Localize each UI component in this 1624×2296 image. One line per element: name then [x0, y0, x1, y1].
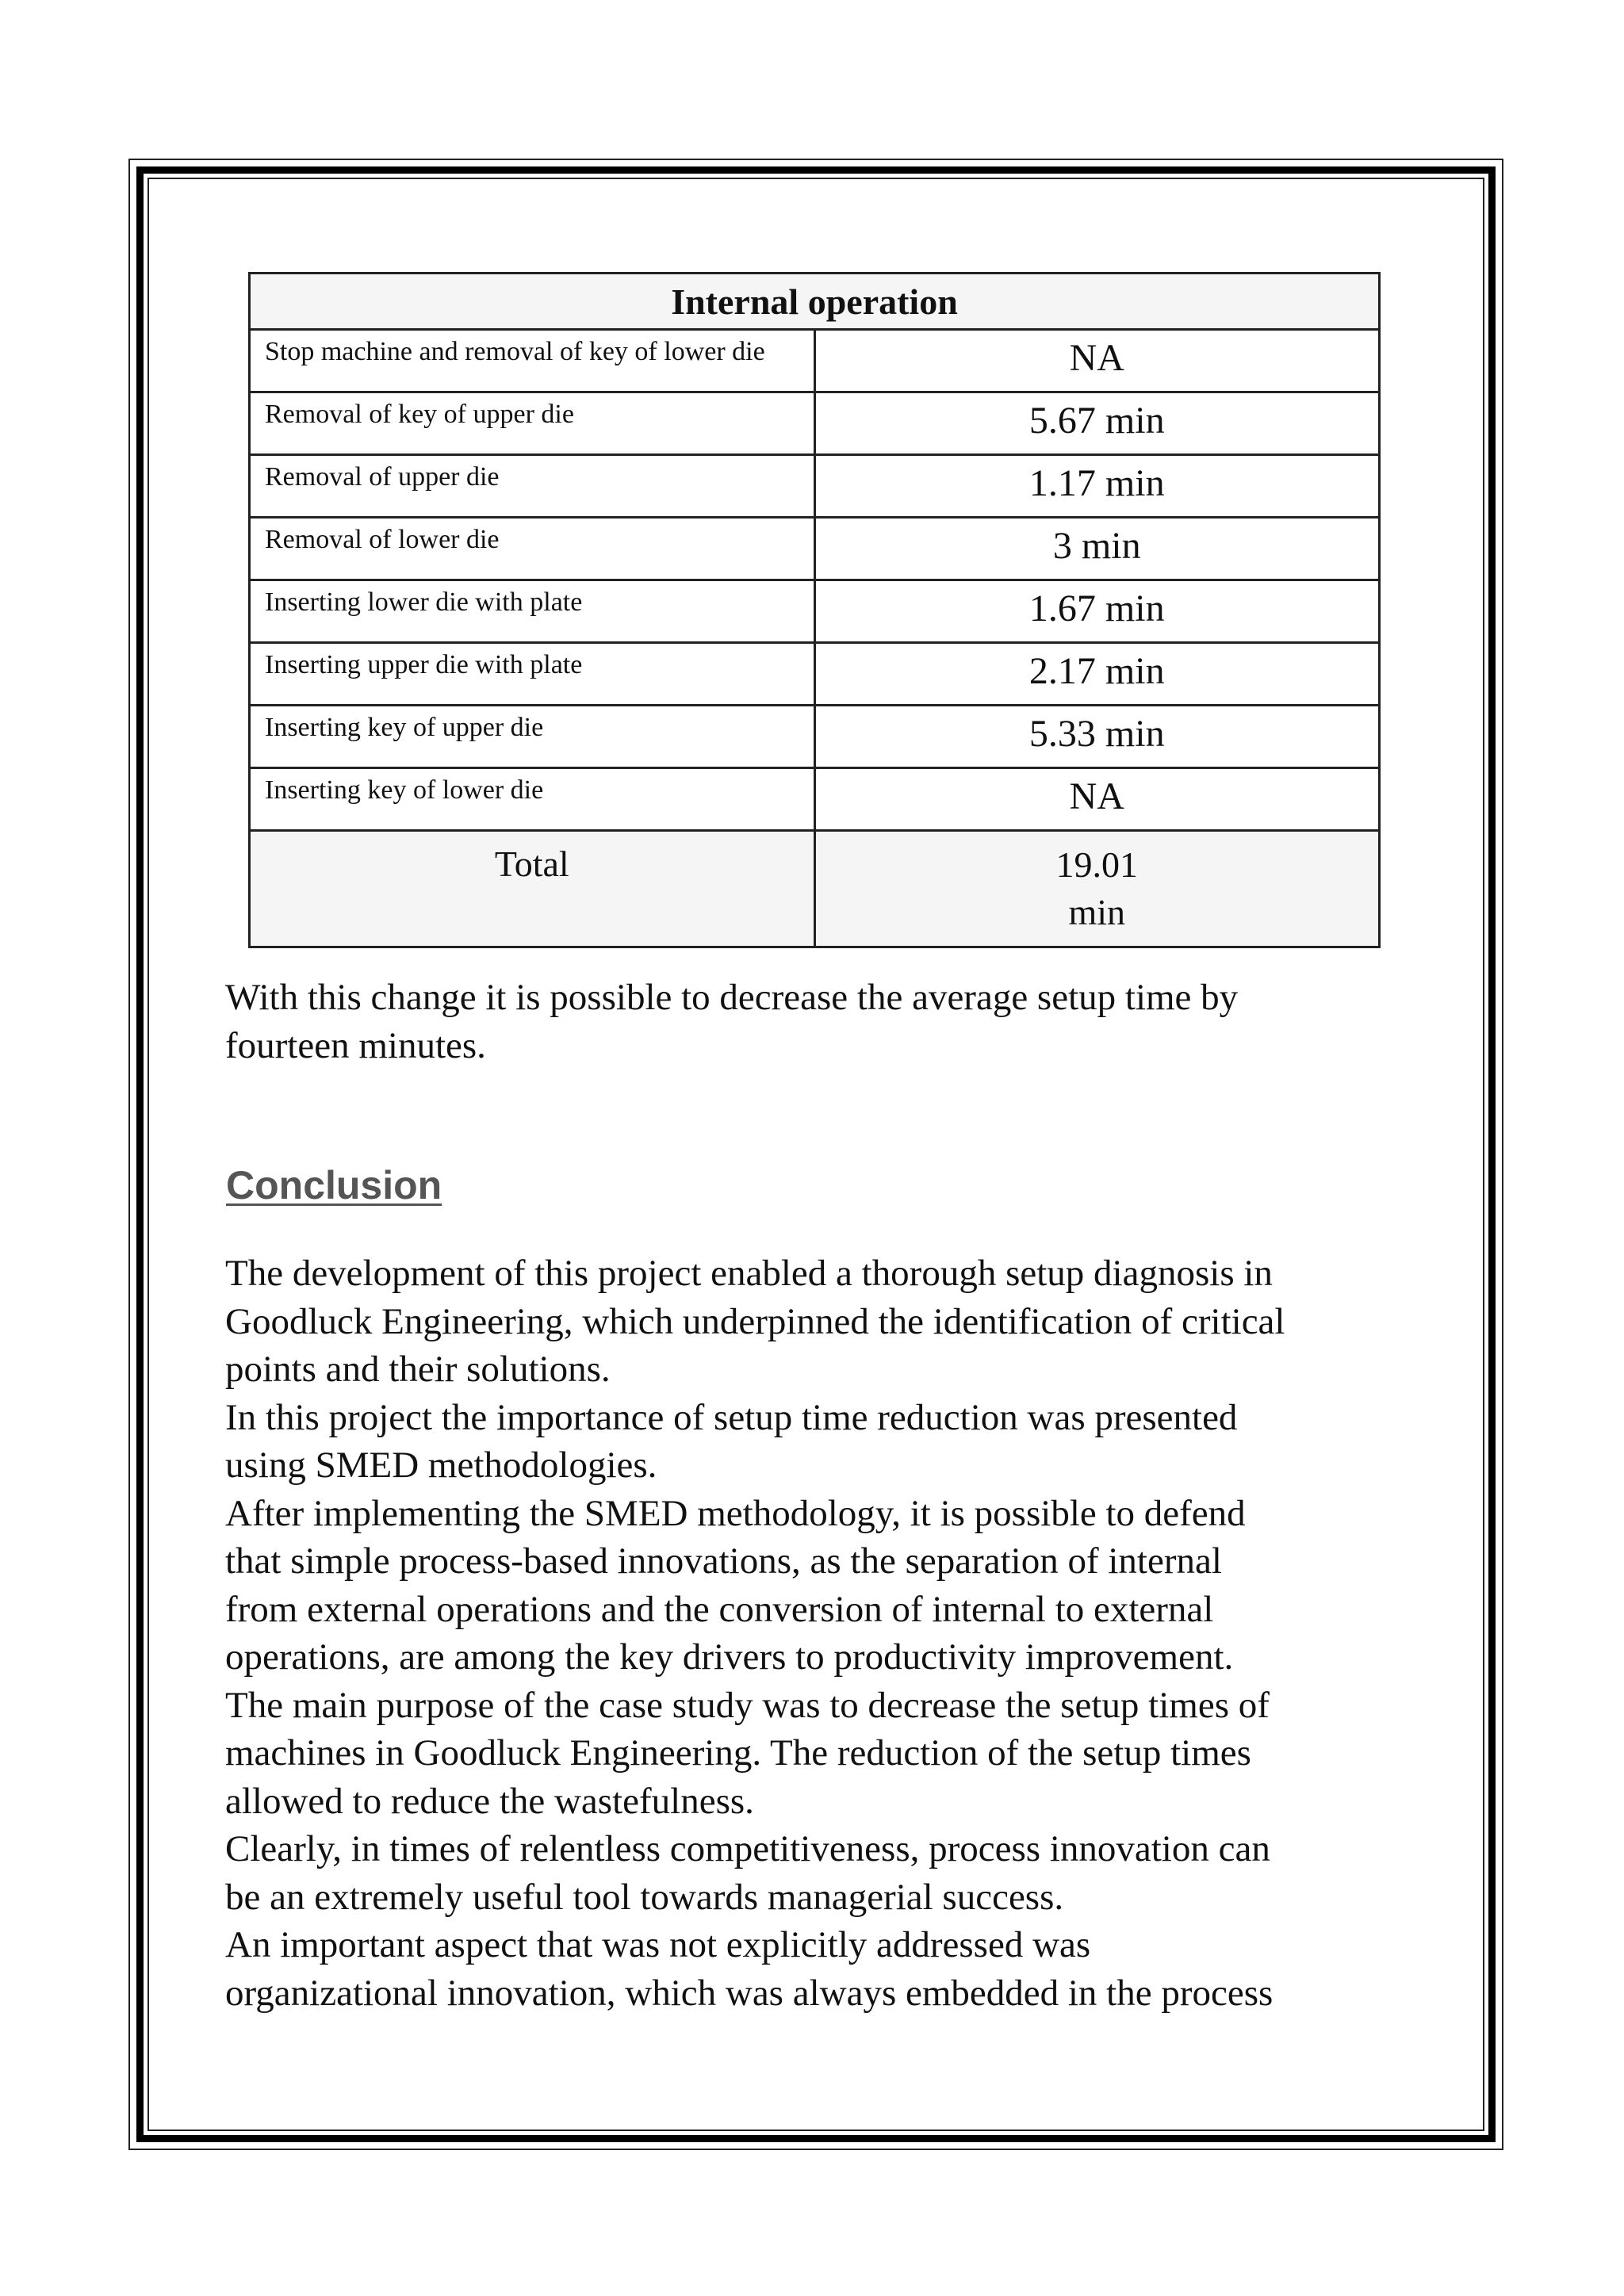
table-row	[250, 330, 1380, 392]
operation-label: Inserting key of lower die	[250, 768, 815, 831]
text-line: The development of this project enabled a thorough setup diagnosis in	[225, 1253, 1273, 1294]
total-value-number: 19.01	[1055, 844, 1138, 885]
text-line: allowed to reduce the wastefulness.	[225, 1780, 754, 1822]
total-value	[814, 831, 1380, 947]
operation-label: Inserting key of upper die	[250, 706, 815, 768]
operation-time: 2.17 min	[814, 643, 1380, 706]
text-line: fourteen minutes.	[225, 1024, 486, 1066]
text-line: Goodluck Engineering, which underpinned the identification of critical	[225, 1300, 1285, 1342]
text-line: With this change it is possible to decrease the average setup time by	[225, 977, 1239, 1018]
text-line: operations, are among the key drivers to productivity improvement.	[225, 1636, 1234, 1678]
operation-label: Removal of key of upper die	[250, 392, 815, 455]
operation-time: 3 min	[814, 518, 1380, 580]
table-row	[250, 392, 1380, 455]
text-line: Clearly, in times of relentless competitiveness, process innovation can	[225, 1828, 1270, 1869]
text-line: In this project the importance of setup time reduction was presented	[225, 1396, 1238, 1438]
section-heading-conclusion: Conclusion	[226, 1163, 442, 1207]
operation-time: 5.67 min	[814, 392, 1380, 455]
operation-label: Removal of lower die	[250, 518, 815, 580]
text-line: machines in Goodluck Engineering. The reduction of the setup times	[225, 1732, 1251, 1774]
total-label: Total	[250, 831, 815, 947]
table-row	[250, 768, 1380, 831]
operation-time: NA	[814, 768, 1380, 831]
text-line: points and their solutions.	[225, 1349, 611, 1390]
conclusion-paragraph	[225, 1249, 1415, 2017]
operation-label: Stop machine and removal of key of lower die	[250, 330, 815, 392]
internal-operation-table	[248, 272, 1381, 948]
table-row	[250, 706, 1380, 768]
text-line: using SMED methodologies.	[225, 1445, 657, 1486]
text-line: An important aspect that was not explicitly addressed was	[225, 1924, 1091, 1965]
operation-time: NA	[814, 330, 1380, 392]
total-value-unit: min	[1068, 892, 1126, 932]
operation-label: Inserting upper die with plate	[250, 643, 815, 706]
text-line: that simple process-based innovations, as the separation of internal	[225, 1540, 1222, 1582]
operation-label: Removal of upper die	[250, 455, 815, 518]
summary-paragraph	[225, 974, 1415, 1070]
text-line: be an extremely useful tool towards managerial success.	[225, 1876, 1064, 1918]
table-header: Internal operation	[250, 274, 1380, 330]
text-line: After implementing the SMED methodology, it is possible to defend	[225, 1492, 1246, 1534]
operation-time: 1.17 min	[814, 455, 1380, 518]
table-row	[250, 643, 1380, 706]
table-row	[250, 455, 1380, 518]
text-line: organizational innovation, which was always embedded in the process	[225, 1972, 1274, 2014]
text-line: The main purpose of the case study was to decrease the setup times of	[225, 1684, 1270, 1726]
table-row	[250, 580, 1380, 643]
text-line: from external operations and the conversion of internal to external	[225, 1588, 1214, 1630]
operation-label: Inserting lower die with plate	[250, 580, 815, 643]
table-total-row	[250, 831, 1380, 947]
operation-time: 5.33 min	[814, 706, 1380, 768]
table-row	[250, 518, 1380, 580]
operation-time: 1.67 min	[814, 580, 1380, 643]
